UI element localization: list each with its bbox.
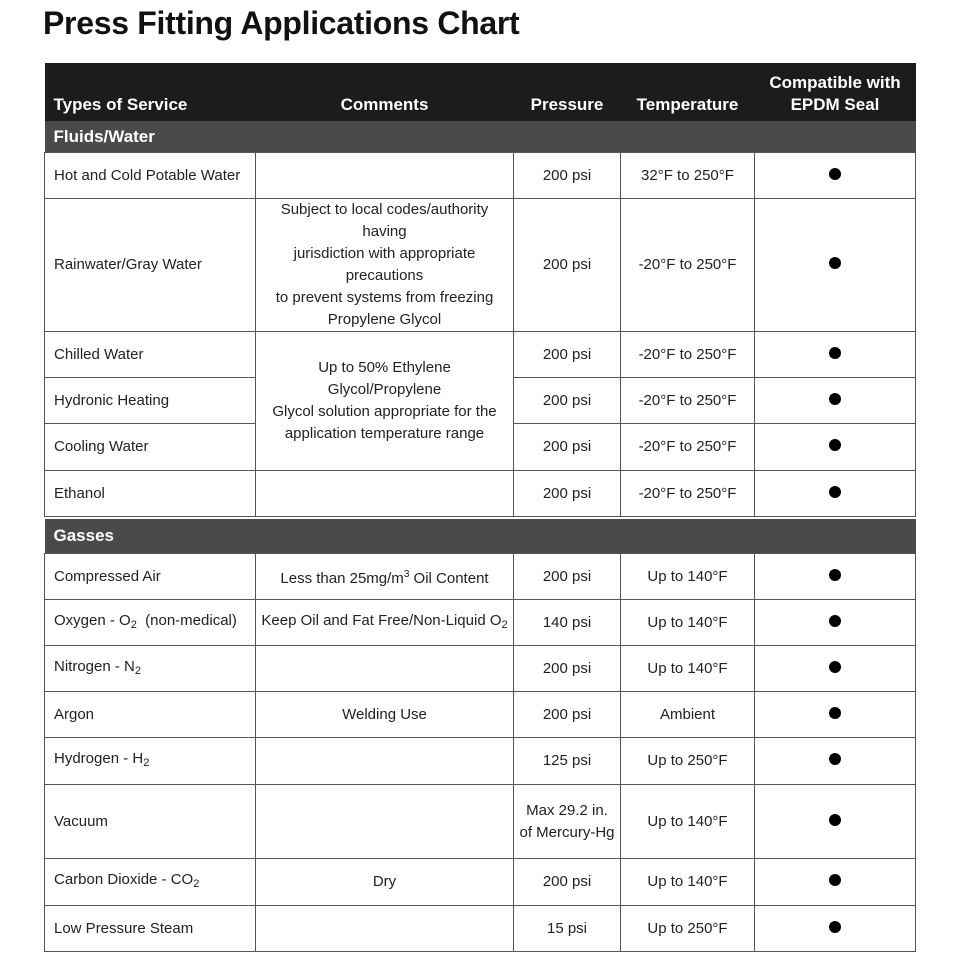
comment-line: application temperature range — [284, 425, 485, 442]
comment-cell — [256, 738, 514, 785]
table-row — [45, 332, 916, 378]
temperature-cell: -20°F to 250°F — [621, 424, 755, 471]
service-text: Nitrogen - N — [54, 657, 135, 675]
filled-circle-icon — [829, 439, 841, 451]
comment-cell — [256, 785, 514, 859]
comment-cell — [256, 471, 514, 517]
subscript: 2 — [134, 664, 141, 677]
filled-circle-icon — [829, 486, 841, 498]
filled-circle-icon — [829, 347, 841, 359]
temperature-cell: -20°F to 250°F — [621, 199, 755, 332]
table-row — [45, 600, 916, 646]
subscript: 2 — [143, 757, 150, 769]
temperature-cell: Up to 250°F — [621, 906, 755, 952]
compat-cell — [755, 785, 916, 859]
compat-cell — [755, 906, 916, 952]
comment-line: Glycol solution appropriate for the — [272, 403, 497, 420]
temperature-cell: Up to 140°F — [621, 600, 755, 646]
service-cell: Chilled Water — [45, 332, 256, 378]
pressure-cell: 200 psi — [514, 199, 621, 332]
temperature-cell: -20°F to 250°F — [621, 332, 755, 378]
pressure-cell: 200 psi — [514, 424, 621, 471]
compat-cell — [755, 859, 916, 906]
service-cell: Vacuum — [45, 785, 256, 859]
service-cell: Low Pressure Steam — [45, 906, 256, 952]
temperature-cell: Up to 140°F — [621, 646, 755, 692]
table-row — [45, 859, 916, 906]
header-types-of-service: Types of Service — [45, 63, 256, 121]
filled-circle-icon — [829, 615, 841, 627]
service-text: (non-medical) — [136, 611, 237, 629]
table-row — [45, 646, 916, 692]
comment-cell — [256, 646, 514, 692]
temperature-cell: Ambient — [621, 692, 755, 738]
pressure-line: Max 29.2 in. — [526, 801, 608, 819]
pressure-cell: 125 psi — [514, 738, 621, 785]
service-cell — [45, 600, 256, 646]
service-cell — [45, 646, 256, 692]
compat-cell — [755, 646, 916, 692]
section-row-gasses — [45, 519, 916, 554]
service-text: Oxygen - O — [54, 611, 131, 629]
filled-circle-icon — [829, 168, 841, 180]
service-cell: Compressed Air — [45, 554, 256, 600]
table-row — [45, 153, 916, 199]
pressure-cell: 200 psi — [514, 332, 621, 378]
service-text: Hydrogen - H — [54, 750, 144, 767]
pressure-cell: 200 psi — [514, 859, 621, 906]
filled-circle-icon — [829, 393, 841, 405]
compat-cell — [755, 471, 916, 517]
temperature-cell: Up to 140°F — [621, 554, 755, 600]
filled-circle-icon — [829, 874, 841, 886]
pressure-cell — [514, 785, 621, 859]
temperature-cell: -20°F to 250°F — [621, 471, 755, 517]
comment-cell — [256, 906, 514, 952]
header-compat-line1: Compatible with — [769, 73, 901, 92]
temperature-cell: Up to 250°F — [621, 738, 755, 785]
filled-circle-icon — [829, 569, 841, 581]
compat-cell — [755, 332, 916, 378]
filled-circle-icon — [829, 257, 841, 269]
table-row — [45, 738, 916, 785]
pressure-cell: 140 psi — [514, 600, 621, 646]
comment-text: Oil Content — [409, 569, 489, 587]
table-row — [45, 554, 916, 600]
service-cell: Argon — [45, 692, 256, 738]
comment-cell — [256, 600, 514, 646]
compat-cell — [755, 378, 916, 424]
service-cell — [45, 859, 256, 906]
header-pressure: Pressure — [514, 63, 621, 121]
filled-circle-icon — [829, 661, 841, 673]
pressure-cell: 15 psi — [514, 906, 621, 952]
header-temperature: Temperature — [621, 63, 755, 121]
compat-cell — [755, 424, 916, 471]
comment-line: Propylene Glycol — [327, 311, 442, 328]
pressure-cell: 200 psi — [514, 153, 621, 199]
comment-text: Less than 25mg/m — [280, 569, 404, 587]
filled-circle-icon — [829, 707, 841, 719]
service-cell: Hot and Cold Potable Water — [45, 153, 256, 199]
pressure-cell: 200 psi — [514, 378, 621, 424]
table-row — [45, 906, 916, 952]
service-text: Carbon Dioxide - CO — [54, 871, 194, 888]
filled-circle-icon — [829, 753, 841, 765]
header-compat-line2: EPDM Seal — [790, 95, 880, 114]
compat-cell — [755, 692, 916, 738]
service-cell — [45, 738, 256, 785]
section-title-gasses: Gasses — [45, 519, 916, 554]
subscript: 2 — [501, 618, 508, 631]
section-row-fluids — [45, 121, 916, 153]
filled-circle-icon — [829, 814, 841, 826]
temperature-cell: 32°F to 250°F — [621, 153, 755, 199]
header-comments: Comments — [256, 63, 514, 121]
comment-line: jurisdiction with appropriate precautions — [293, 245, 476, 284]
compat-cell — [755, 600, 916, 646]
table-row — [45, 199, 916, 332]
comment-cell — [256, 153, 514, 199]
subscript: 2 — [130, 618, 137, 631]
compat-cell — [755, 554, 916, 600]
comment-line: Up to 50% Ethylene Glycol/Propylene — [318, 359, 451, 398]
comment-line: Subject to local codes/authority having — [280, 201, 489, 240]
compat-cell — [755, 199, 916, 332]
comment-cell: Welding Use — [256, 692, 514, 738]
table-header-row — [45, 63, 916, 121]
compat-cell — [755, 738, 916, 785]
filled-circle-icon — [829, 921, 841, 933]
pressure-cell: 200 psi — [514, 692, 621, 738]
comment-line: to prevent systems from freezing — [275, 289, 494, 306]
header-compatible-epdm — [755, 63, 916, 121]
temperature-cell: -20°F to 250°F — [621, 378, 755, 424]
fluids-water-table — [44, 63, 916, 517]
subscript: 2 — [193, 878, 200, 890]
service-cell: Rainwater/Gray Water — [45, 199, 256, 332]
comment-text: Keep Oil and Fat Free/Non-Liquid O — [261, 611, 502, 629]
page-title: Press Fitting Applications Chart — [43, 5, 520, 41]
pressure-cell: 200 psi — [514, 646, 621, 692]
comment-cell — [256, 554, 514, 600]
comment-cell: Dry — [256, 859, 514, 906]
superscript: 3 — [403, 568, 410, 580]
gasses-table — [44, 519, 916, 952]
table-row — [45, 692, 916, 738]
temperature-cell: Up to 140°F — [621, 859, 755, 906]
section-title-fluids: Fluids/Water — [45, 121, 916, 153]
service-cell: Ethanol — [45, 471, 256, 517]
table-row — [45, 785, 916, 859]
service-cell: Cooling Water — [45, 424, 256, 471]
service-cell: Hydronic Heating — [45, 378, 256, 424]
pressure-line: of Mercury-Hg — [519, 823, 615, 841]
compat-cell — [755, 153, 916, 199]
pressure-cell: 200 psi — [514, 554, 621, 600]
temperature-cell: Up to 140°F — [621, 785, 755, 859]
pressure-cell: 200 psi — [514, 471, 621, 517]
comment-cell — [256, 199, 514, 332]
comment-cell — [256, 332, 514, 471]
table-row — [45, 471, 916, 517]
